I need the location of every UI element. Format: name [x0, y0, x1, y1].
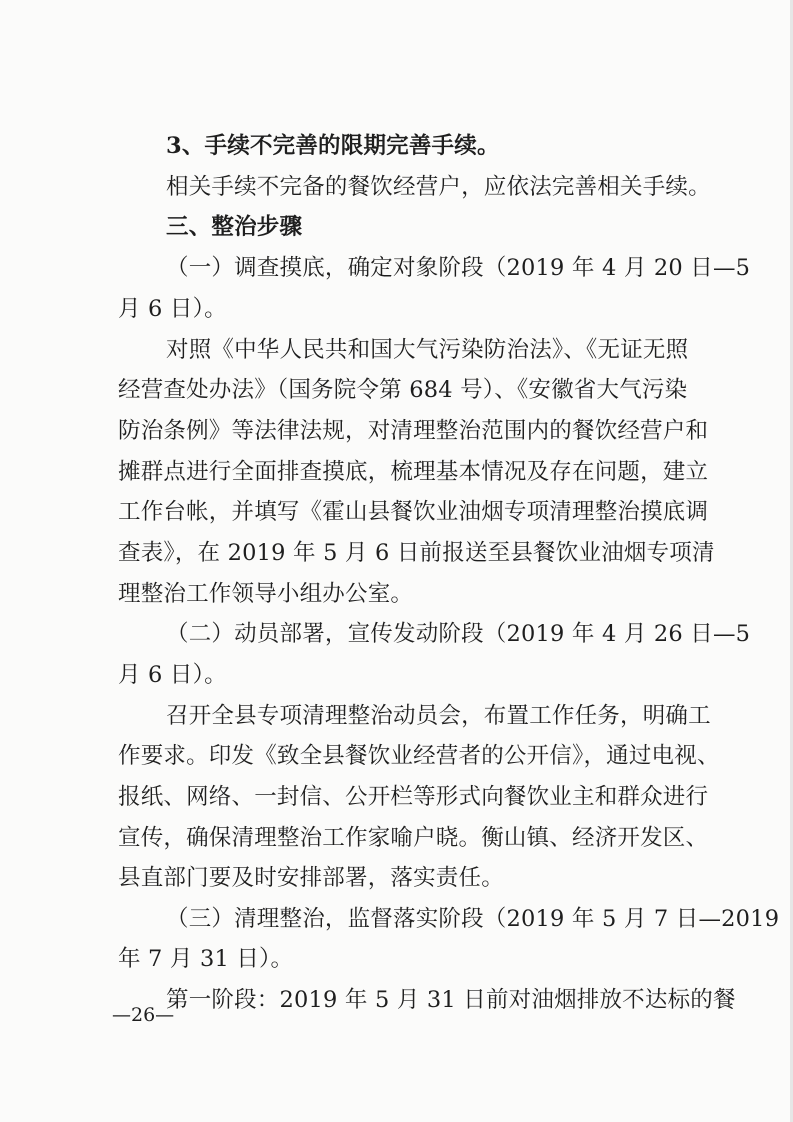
item-3-heading: 3、手续不完善的限期完善手续。 — [166, 133, 500, 159]
paragraph-line: 报纸、网络、一封信、公开栏等形式向餐饮业主和群众进行 — [118, 784, 709, 810]
paragraph-line: 作要求。印发《致全县餐饮业经营者的公开信》，通过电视、 — [118, 743, 720, 769]
paragraph-line: 防治条例》等法律法规，对清理整治范围内的餐饮经营户和 — [118, 418, 709, 444]
paragraph-line: 年 7 月 31 日）。 — [118, 946, 294, 972]
paragraph-line: 工作台帐，并填写《霍山县餐饮业油烟专项清理整治摸底调 — [118, 499, 709, 525]
paragraph-line: 相关手续不完备的餐饮经营户，应依法完善相关手续。 — [166, 174, 711, 200]
paragraph-line: 查表》，在 2019 年 5 月 6 日前报送至县餐饮业油烟专项清 — [118, 540, 715, 566]
stage-3-heading: （三）清理整治，监督落实阶段（2019 年 5 月 7 日—2019 — [166, 906, 780, 932]
page-number: —26— — [112, 1004, 175, 1026]
paragraph-line: 经营查处办法》（国务院令第 684 号）、《安徽省大气污染 — [118, 377, 688, 403]
stage-2-heading: （二）动员部署，宣传发动阶段（2019 年 4 月 26 日—5 — [166, 621, 751, 647]
paragraph-line: 月 6 日）。 — [118, 296, 227, 322]
paragraph-line: 宣传，确保清理整治工作家喻户晓。衡山镇、经济开发区、 — [118, 825, 709, 851]
paragraph-line: 对照《中华人民共和国大气污染防治法》、《无证无照 — [166, 337, 689, 363]
paragraph-line: 召开全县专项清理整治动员会，布置工作任务，明确工 — [166, 703, 711, 729]
paragraph-line: 理整治工作领导小组办公室。 — [118, 581, 414, 607]
paragraph-line: 县直部门要及时安排部署，落实责任。 — [118, 865, 504, 891]
paragraph-line: 第一阶段：2019 年 5 月 31 日前对油烟排放不达标的餐 — [166, 987, 736, 1013]
stage-1-heading: （一）调查摸底，确定对象阶段（2019 年 4 月 20 日—5 — [166, 255, 751, 281]
paragraph-line: 摊群点进行全面排查摸底，梳理基本情况及存在问题，建立 — [118, 459, 709, 485]
paragraph-line: 月 6 日）。 — [118, 662, 227, 688]
section-heading-steps: 三、整治步骤 — [166, 214, 303, 240]
